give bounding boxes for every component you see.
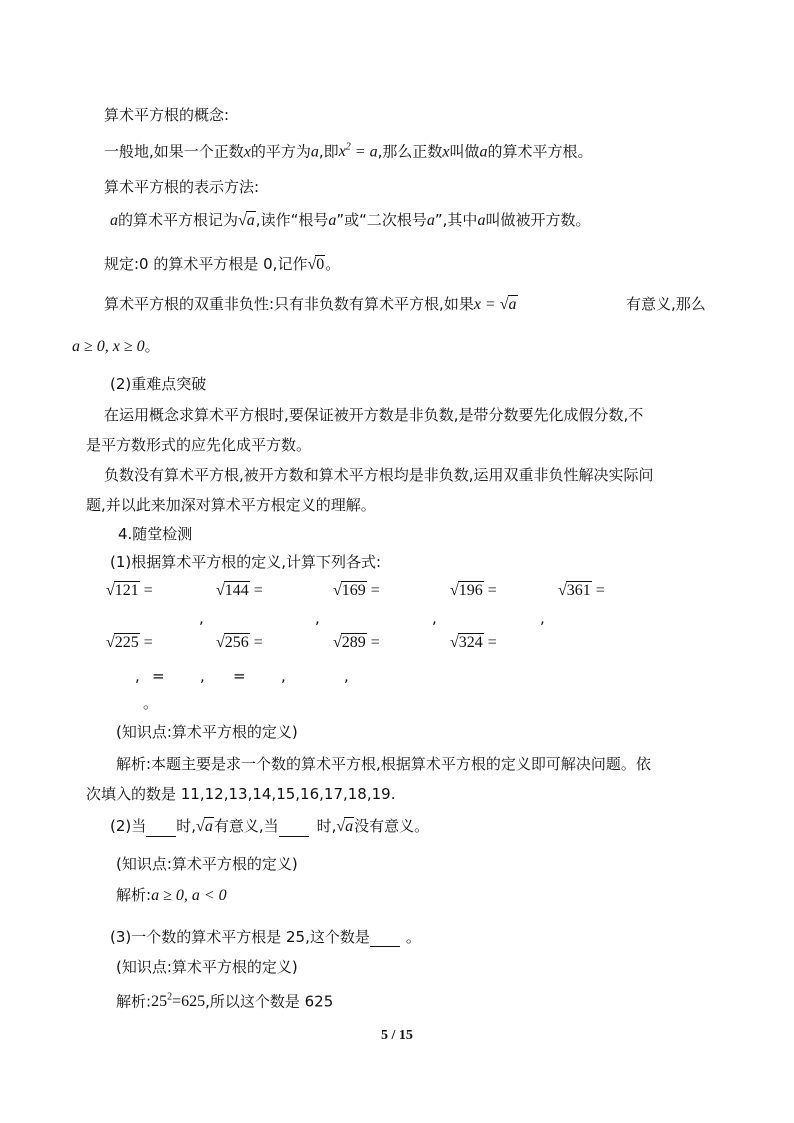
text: (2)当 — [110, 817, 147, 835]
text: ,那么正数 — [377, 142, 443, 161]
section-heading-test: 4.随堂检测 — [118, 525, 193, 543]
sqrt-a: √a — [336, 818, 354, 835]
comma: , — [281, 667, 286, 685]
paragraph-line: 在运用概念求算术平方根时,要保证被开方数是非负数,是带分数要先化成假分数,不 — [104, 406, 644, 424]
text: 有意义,当 — [213, 817, 279, 835]
comma: , — [135, 667, 140, 685]
text: 。 — [144, 337, 160, 355]
text: 没有意义。 — [354, 817, 430, 835]
equation: x = — [473, 296, 500, 313]
var-a: a — [328, 212, 337, 229]
text: 规定:0 的算术平方根是 0,记作 — [104, 255, 308, 273]
text: ”,其中 — [434, 211, 478, 229]
x-squared: $x^2$ — [338, 142, 351, 161]
var-a: a — [477, 212, 486, 229]
analysis-line — [116, 885, 227, 906]
answer-blank[interactable] — [279, 820, 309, 837]
paragraph-line: 是平方数形式的应先化成平方数。 — [86, 436, 312, 454]
analysis-line — [116, 988, 333, 1012]
text: (3)一个数的算术平方根是 25,这个数是 — [110, 928, 370, 946]
knowledge-point: (知识点:算术平方根的定义) — [116, 723, 298, 741]
text: 时, — [176, 817, 197, 835]
var-a: a — [426, 212, 435, 229]
text: 。 — [325, 255, 341, 273]
answer-blank[interactable] — [370, 930, 400, 947]
sqrt-a: √a — [238, 212, 255, 229]
concept-definition — [104, 138, 593, 162]
text: ,读作“根号 — [255, 211, 329, 229]
var-a: a — [310, 143, 319, 161]
analysis-line: 次填入的数是 11,12,13,14,15,16,17,18,19. — [86, 785, 396, 803]
sqrt-expr: √289 = — [333, 634, 380, 651]
paragraph-line: 负数没有算术平方根,被开方数和算术平方根均是非负数,运用双重非负性解决实际问 — [104, 466, 654, 484]
knowledge-point: (知识点:算术平方根的定义) — [116, 958, 298, 976]
page-number: 5 / 15 — [381, 1028, 413, 1043]
text: 一般地,如果一个正数 — [104, 142, 244, 161]
comma: , — [200, 667, 205, 685]
text: ”或“二次根号 — [336, 211, 427, 229]
inequality: a ≥ 0, x ≥ 0 — [72, 338, 145, 355]
sqrt-expr: √196 = — [450, 582, 497, 599]
text: 。 — [405, 928, 421, 946]
rule-zero — [104, 254, 340, 275]
question-1: (1)根据算术平方根的定义,计算下列各式: — [110, 553, 382, 571]
comma: , — [344, 667, 349, 685]
sqrt-expr: √361 = — [558, 582, 605, 599]
equation: = a — [350, 143, 378, 161]
text: 解析: — [116, 992, 152, 1011]
sqrt-expr: √324 = — [450, 634, 497, 651]
text: 叫做被开方数。 — [485, 211, 591, 229]
analysis-line: 解析:本题主要是求一个数的算术平方根,根据算术平方根的定义即可解决问题。依 — [116, 755, 651, 773]
equals: = — [152, 667, 165, 685]
text: ,所以这个数是 625 — [205, 992, 334, 1011]
text: 的算术平方根。 — [487, 142, 593, 161]
sqrt-a: √a — [196, 818, 213, 835]
sqrt-expr: √144 = — [216, 582, 263, 599]
question-2 — [110, 816, 429, 837]
var-x: x — [442, 143, 450, 161]
text: 算术平方根的双重非负性:只有非负数有算术平方根,如果 — [104, 295, 474, 313]
notation-heading: 算术平方根的表示方法: — [104, 178, 260, 196]
sqrt-a: √a — [499, 296, 517, 313]
double-nonnegative — [104, 294, 518, 315]
period: 。 — [143, 694, 159, 712]
text: 解析: — [116, 886, 152, 904]
sqrt-expr: √121 = — [106, 582, 153, 599]
question-3 — [110, 927, 421, 947]
answer-blank[interactable] — [146, 820, 176, 837]
meaningful-text: 有意义,那么 — [626, 295, 706, 313]
text: 时, — [316, 817, 337, 835]
knowledge-point: (知识点:算术平方根的定义) — [116, 855, 298, 873]
inequality: a ≥ 0, a < 0 — [151, 887, 227, 904]
var-a: a — [479, 143, 488, 161]
comma: , — [199, 609, 204, 627]
var-x: x — [243, 143, 251, 161]
notation-description — [110, 210, 590, 231]
sqrt-expr: √169 = — [333, 582, 380, 599]
paragraph-line: 题,并以此来加深对算术平方根定义的理解。 — [86, 496, 376, 514]
sqrt-expr: √225 = — [106, 634, 153, 651]
equals: = — [233, 667, 246, 685]
text: 叫做 — [449, 142, 480, 161]
power: $25^2=625$ — [151, 992, 206, 1011]
text: ,即 — [318, 142, 339, 161]
sqrt-zero: √0 — [307, 256, 325, 273]
sqrt-expr: √256 = — [216, 634, 263, 651]
text: 的平方为 — [250, 142, 311, 161]
comma: , — [540, 609, 545, 627]
nonnegative-condition — [72, 336, 160, 357]
var-a: a — [110, 212, 118, 229]
comma: , — [432, 609, 437, 627]
concept-heading: 算术平方根的概念: — [104, 106, 230, 124]
section-heading-difficulty: (2)重难点突破 — [110, 375, 207, 393]
text: 的算术平方根记为 — [118, 211, 239, 229]
comma: , — [315, 609, 320, 627]
